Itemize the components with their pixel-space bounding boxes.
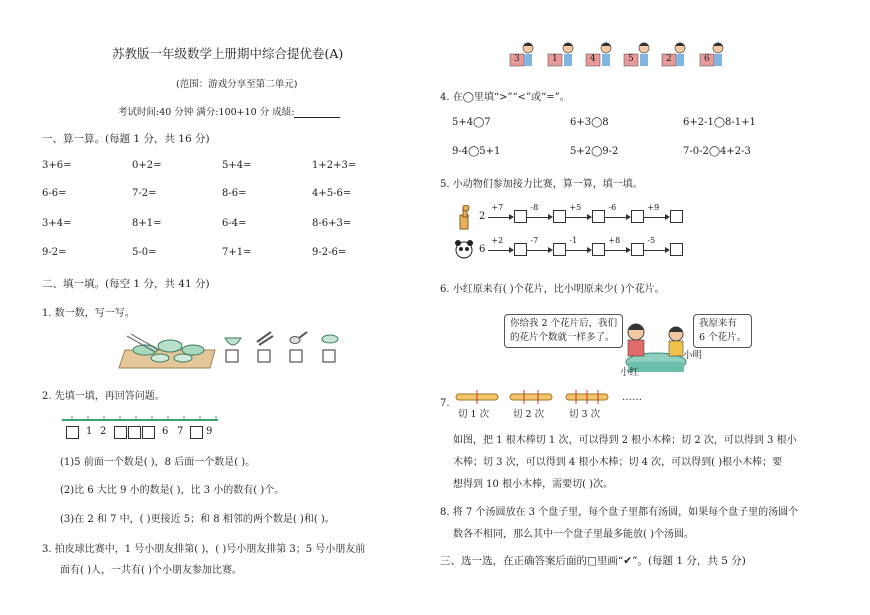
calc-item[interactable]: 3+6= [42, 160, 72, 171]
number-line-blank[interactable] [142, 426, 155, 439]
question-5: 5. 小动物们参加接力比赛，算一算，填一填。 [440, 179, 643, 190]
section1-heading: 一、算一算。(每题 1 分，共 16 分) [42, 133, 210, 145]
question-3-line1: 3. 拍皮球比赛中，1 号小朋友排第( )，( )号小朋友排第 3；5 号小朋友前 [42, 544, 366, 555]
question-8-line2: 数各不相同，那么其中一个盘子里最多能放( )个汤圆。 [453, 529, 694, 540]
compare-item[interactable]: 6+3◯8 [570, 117, 609, 128]
relay-start: 2 [479, 211, 486, 222]
relay-arrow [488, 235, 514, 256]
question-7-number: 7. [440, 398, 450, 409]
ellipsis-text: …… [622, 392, 642, 403]
speech-bubble-left [504, 314, 623, 348]
compare-item[interactable]: 6+2-1◯8-1+1 [683, 117, 756, 128]
relay-start: 6 [479, 244, 486, 255]
calc-item[interactable]: 6-6= [42, 188, 67, 199]
relay-chain-2 [479, 235, 683, 256]
plate-icon [322, 335, 338, 362]
relay-op-label: -1 [569, 235, 578, 245]
chopsticks-icon [257, 332, 273, 362]
relay-arrow [605, 202, 631, 223]
relay-arrow [566, 235, 592, 256]
calc-item[interactable]: 1+2+3= [312, 160, 357, 171]
relay-answer-box[interactable] [553, 210, 566, 223]
speech-bubble-right [693, 314, 752, 348]
question-7-line1: 如图，把 1 根木棒切 1 次，可以得到 2 根小木棒；切 2 次，可以得到 3 根小 [453, 435, 797, 446]
giraffe-icon [454, 205, 474, 234]
kid-number-badge: 5 [628, 54, 634, 64]
question-2-3: (3)在 2 和 7 中，( )更接近 5；和 8 相邻的两个数是( )和( )。 [60, 514, 335, 525]
calc-item[interactable]: 8-6= [222, 188, 247, 199]
relay-arrow [644, 202, 670, 223]
number-line-blank[interactable] [114, 426, 127, 439]
relay-op-label: +9 [647, 202, 660, 212]
kid-number-badge: 4 [590, 54, 596, 64]
cut-label: 切 2 次 [513, 409, 545, 420]
relay-op-label: -5 [647, 235, 656, 245]
relay-op-label: -7 [530, 235, 539, 245]
relay-arrow [488, 202, 514, 223]
calc-item[interactable]: 9-2= [42, 247, 67, 258]
calc-item[interactable]: 4+5-6= [312, 188, 352, 199]
bubble-line: 的花片个数就一样多了。 [510, 332, 615, 343]
kid-number-badge: 2 [666, 54, 672, 64]
page-title: 苏教版一年级数学上册期中综合提优卷(A) [112, 46, 344, 61]
relay-arrow [605, 235, 631, 256]
spoon-icon [290, 332, 307, 362]
question-1: 1. 数一数，写一写。 [42, 308, 135, 319]
relay-answer-box[interactable] [514, 243, 527, 256]
name-label-xiaohong: 小红 [620, 367, 640, 378]
relay-answer-box[interactable] [514, 210, 527, 223]
relay-op-label: +8 [608, 235, 621, 245]
tableware-picture [115, 328, 350, 370]
relay-answer-box[interactable] [631, 210, 644, 223]
score-blank[interactable] [294, 107, 340, 118]
kid-number-badge: 6 [704, 54, 710, 64]
relay-arrow [527, 235, 553, 256]
relay-arrow [644, 235, 670, 256]
compare-item[interactable]: 9-4◯5+1 [452, 146, 501, 157]
calc-item[interactable]: 5+4= [222, 160, 252, 171]
question-7-line2: 木棒；切 3 次，可以得到 4 根小木棒；切 4 次，可以得到( )根小木棒；要 [453, 457, 783, 468]
relay-op-label: -8 [530, 202, 539, 212]
section2-heading: 二、填一填。(每空 1 分，共 41 分) [42, 278, 210, 290]
bowl-icon [225, 338, 241, 362]
calc-item[interactable]: 9-2-6= [312, 247, 347, 258]
number-line-label: 9 [206, 426, 213, 437]
number-line-blank[interactable] [128, 426, 141, 439]
number-line-label: 7 [177, 426, 184, 437]
compare-item[interactable]: 5+4◯7 [452, 117, 491, 128]
range-note: (范围：游戏分享至第二单元) [176, 79, 298, 90]
sticks-illustration [454, 390, 614, 406]
relay-answer-box[interactable] [631, 243, 644, 256]
calc-item[interactable]: 6-4= [222, 218, 247, 229]
compare-item[interactable]: 7-0-2◯4+2-3 [683, 146, 751, 157]
bubble-line: 6 个花片。 [699, 332, 747, 343]
relay-arrow [566, 202, 592, 223]
kids-lineup-picture [508, 40, 740, 70]
question-2-1: (1)5 前面一个数是( )，8 后面一个数是( )。 [60, 457, 256, 468]
question-3-line2: 面有( )人，一共有( )个小朋友参加比赛。 [60, 565, 242, 576]
number-line-label: 1 [86, 426, 93, 437]
section3-heading: 三、选一选，在正确答案后面的□里画“✔”。(每题 1 分，共 5 分) [440, 555, 746, 567]
relay-op-label: -6 [608, 202, 617, 212]
relay-op-label: +2 [491, 235, 504, 245]
number-line [60, 414, 220, 444]
calc-item[interactable]: 3+4= [42, 218, 72, 229]
question-7-line3: 想得到 10 根小木棒，需要切( )次。 [453, 479, 614, 490]
question-6: 6. 小红原来有( )个花片，比小明原来少( )个花片。 [440, 284, 665, 295]
compare-item[interactable]: 5+2◯9-2 [570, 146, 619, 157]
bubble-line: 你给我 2 个花片后，我们 [510, 318, 618, 329]
relay-chain-1 [479, 202, 683, 223]
number-line-blank[interactable] [66, 426, 79, 439]
exam-info [118, 104, 340, 118]
calc-item[interactable]: 8+1= [132, 218, 162, 229]
number-line-blank[interactable] [190, 426, 203, 439]
bubble-line: 我原来有 [699, 318, 738, 329]
exam-info-text: 考试时间:40 分钟 满分:100+10 分 成绩: [118, 107, 295, 118]
calc-item[interactable]: 8-6+3= [312, 218, 352, 229]
panda-icon [454, 238, 474, 263]
question-4: 4. 在◯里填“>”“<”或“=”。 [440, 92, 570, 103]
relay-answer-box[interactable] [670, 210, 683, 223]
cut-label: 切 1 次 [458, 409, 490, 420]
relay-answer-box[interactable] [592, 243, 605, 256]
question-2-2: (2)比 6 大比 9 小的数是( )，比 3 小的数有( )个。 [60, 485, 285, 496]
relay-answer-box[interactable] [592, 210, 605, 223]
kid-number-badge: 3 [514, 54, 520, 64]
number-line-label: 6 [162, 426, 169, 437]
relay-answer-box[interactable] [553, 243, 566, 256]
calc-item[interactable]: 7-2= [132, 188, 157, 199]
calc-item[interactable]: 0+2= [132, 160, 162, 171]
name-label-xiaoming: 小明 [683, 350, 703, 361]
calc-item[interactable]: 5-0= [132, 247, 157, 258]
cut-label: 切 3 次 [569, 409, 601, 420]
question-2: 2. 先填一填，再回答问题。 [42, 391, 165, 402]
dish-table-illustration [119, 334, 215, 368]
relay-answer-box[interactable] [670, 243, 683, 256]
question-8-line1: 8. 将 7 个汤圆放在 3 个盘子里，每个盘子里都有汤圆，如果每个盘子里的汤圆个 [440, 507, 799, 518]
kid-number-badge: 1 [552, 54, 558, 64]
number-line-label: 2 [100, 426, 107, 437]
relay-arrow [527, 202, 553, 223]
calc-item[interactable]: 7+1= [222, 247, 252, 258]
relay-op-label: +7 [491, 202, 504, 212]
relay-op-label: +5 [569, 202, 582, 212]
